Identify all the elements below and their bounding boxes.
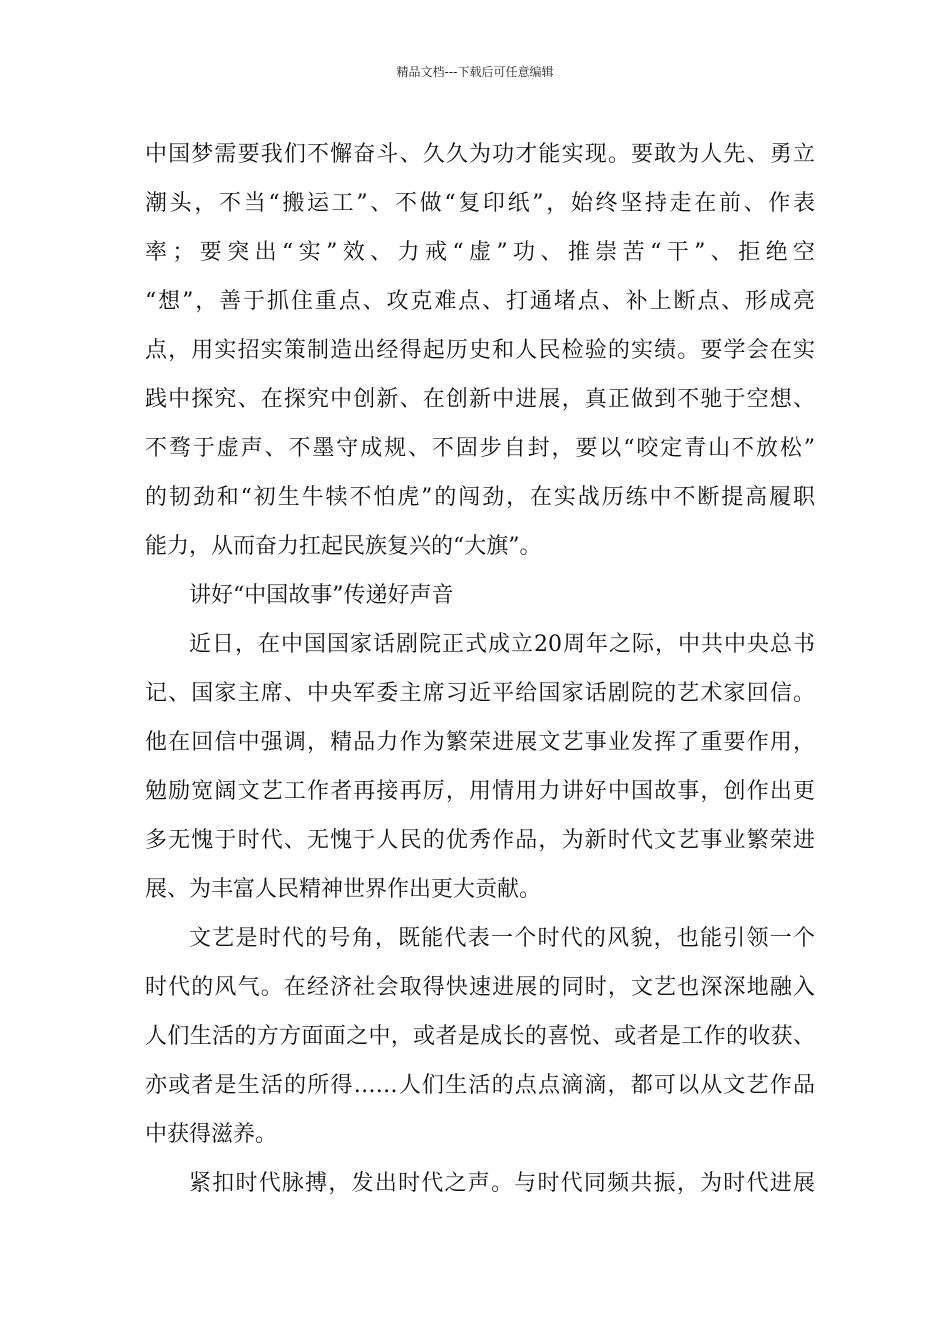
page-header: 精品文档---下载后可任意编辑 [396, 65, 554, 79]
text-line: 不骛于虚声、不墨守成规、不固步自封，要以“咬定青山不放松” [145, 436, 815, 461]
text-line: 时代的风气。在经济社会取得快速进展的同时，文艺也深深地融入 [145, 975, 815, 1000]
text-line: 能力，从而奋力扛起民族复兴的“大旗”。 [145, 534, 542, 559]
text-line: 践中探究、在探究中创新、在创新中进展，真正做到不驰于空想、 [145, 387, 815, 412]
text-line: 紧扣时代脉搏，发出时代之声。与时代同频共振，为时代进展 [189, 1171, 815, 1196]
text-line: 记、国家主席、中央军委主席习近平给国家话剧院的艺术家回信。 [145, 681, 815, 706]
text-line: 中获得滋养。 [145, 1122, 278, 1147]
heading-line: 讲好“中国故事”传递好声音 [189, 583, 454, 608]
text-line: “想”，善于抓住重点、攻克难点、打通堵点、补上断点、形成亮 [145, 289, 815, 314]
text-line: 文艺是时代的号角，既能代表一个时代的风貌，也能引领一个 [189, 926, 815, 951]
paragraph-2 [145, 620, 815, 914]
paragraph-4 [145, 1159, 815, 1208]
text-line: 勉励宽阔文艺工作者再接再厉，用情用力讲好中国故事，创作出更 [145, 779, 815, 804]
text-line: 的韧劲和“初生牛犊不怕虎”的闯劲，在实战历练中不断提高履职 [145, 485, 815, 510]
paragraph-1 [145, 130, 815, 571]
text-line: 亦或者是生活的所得……人们生活的点点滴滴，都可以从文艺作品 [145, 1073, 815, 1098]
text-line: 中国梦需要我们不懈奋斗、久久为功才能实现。要敢为人先、勇立 [145, 142, 815, 167]
text-line: 潮头，不当“搬运工”、不做“复印纸”，始终坚持走在前、作表 [145, 191, 815, 216]
text-line: 人们生活的方方面面之中，或者是成长的喜悦、或者是工作的收获、 [145, 1024, 815, 1049]
document-body [145, 130, 815, 1208]
text-line: 近日，在中国国家话剧院正式成立20周年之际，中共中央总书 [189, 632, 815, 657]
text-line: 他在回信中强调，精品力作为繁荣进展文艺事业发挥了重要作用， [145, 730, 815, 755]
text-line: 展、为丰富人民精神世界作出更大贡献。 [145, 877, 542, 902]
section-heading [145, 571, 815, 620]
text-line: 点，用实招实策制造出经得起历史和人民检验的实绩。要学会在实 [145, 338, 815, 363]
text-line: 多无愧于时代、无愧于人民的优秀作品，为新时代文艺事业繁荣进 [145, 828, 815, 853]
text-line: 率；要突出“实”效、力戒“虚”功、推崇苦“干”、拒绝空 [145, 240, 815, 265]
paragraph-3 [145, 914, 815, 1159]
